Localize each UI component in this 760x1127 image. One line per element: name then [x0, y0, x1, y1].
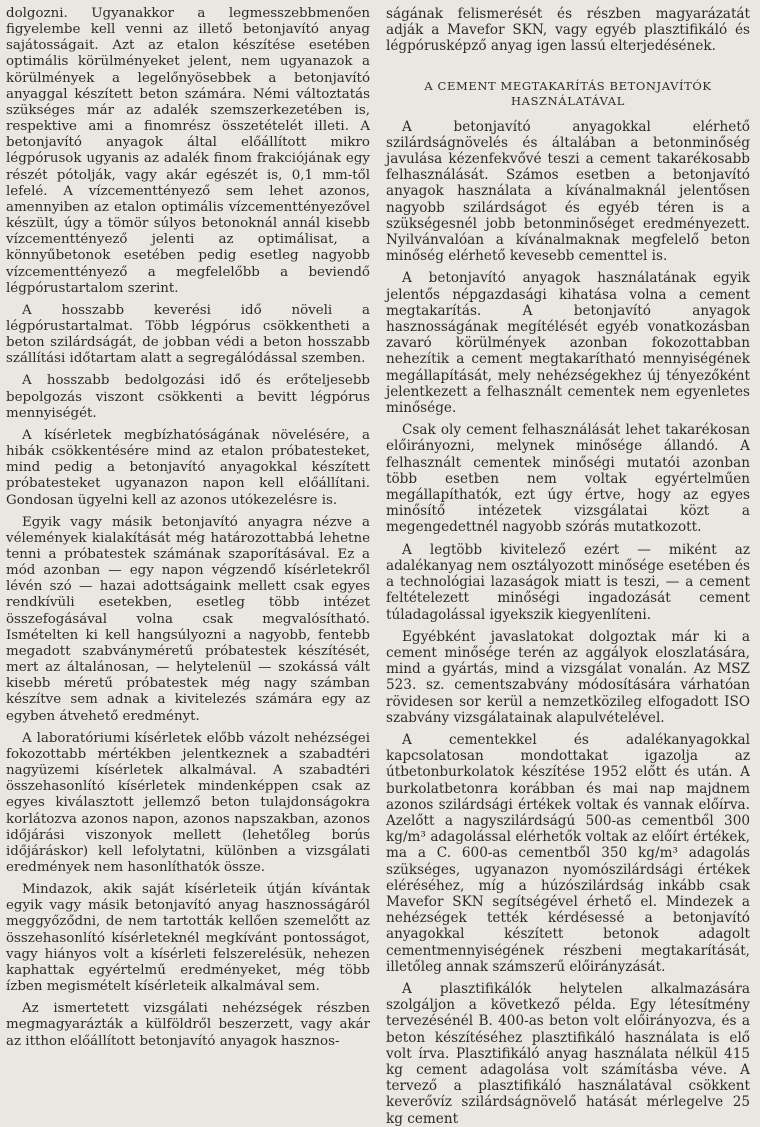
section-heading-line: HASZNÁLATÁVAL	[511, 93, 625, 108]
paragraph: A hosszabb bedolgozási idő és erőteljesebb bepolgozás viszont csökkenti a bevitt légpórus mennyiségét.	[6, 373, 370, 421]
paragraph: Az ismertetett vizsgálati nehézségek részben megmagyarázták a külföldről beszerzett, vagy akár az itthon előállított betonjavító anyagok hasznos-	[6, 1001, 370, 1049]
paragraph: A betonjavító anyagok használatának egyik jelentős népgazdasági kihatása volna a cement megtakarítás. A betonjavító anyagok hasznosságának megítélését egyéb vonatkozásban zavaró körülmények azonban fokozottabban nehezítik a cement megtakarítható mennyiségének megállapítását, mely nehézségekhez új tényezőként jelentkezett a felhasznált cementek nem egyenletes minősége.	[386, 270, 750, 417]
paragraph: A kísérletek megbízhatóságának növelésére, a hibák csökkentésére mind az etalon próbatesteket, mind pedig a betonjavító anyagokkal készített próbatesteket ugyanazon napon kell előállítani. Gondosan ügyelni kell az azonos utókezelésre is.	[6, 427, 370, 508]
section-heading	[386, 79, 750, 109]
paragraph: dolgozni. Ugyanakkor a legmesszebbmenően figyelembe kell venni az illető betonjavító anyag sajátosságait. Azt az etalon készítése esetében optimális körülményeket jelent, nem ugyanazok a körülmények a legelőnyösebbek a betonjavító anyaggal készített beton számára. Némi változtatás szükséges már az adalék szemszerkezetében is, respektive ami a finomrész összetételét illeti. A betonjavító anyagok által előállított mikro légpórusok ugyanis az adalék finom frakciójának egy részét pótolják, vagy akár egészét is, 0,1 mm-től lefelé. A vízcementtényező sem lehet azonos, amennyiben az etalon optimális vízcementtényezővel készült, úgy a tömör súlyos betonoknál annál kisebb vízcementtényező jelenti az optimálisat, a könnyűbetonok esetében pedig esetleg nagyobb vízcementtényező a megfelelőbb a beviendő légpórustartalom szerint.	[6, 6, 370, 296]
paragraph: Egyik vagy másik betonjavító anyagra nézve a vélemények kialakítását még határozottabbá lehetne tenni a próbatestek számának szaporításával. Ez a mód azonban — egy napon végzendő kísérletekről lévén szó — hazai adottságaink mellett csak egyes rendkívüli esetekben, esetleg több intézet összefogásával volna csak megvalósítható. Ismételten ki kell hangsúlyozni a nagyobb, fentebb megadott szabványméretű próbatestek készítését, mert az általánosan, — helytelenül — szokássá vált kisebb méretű próbatestek még nagy számban készítve sem adnak a kivitelezés számára egy az egyben átvehető eredményt.	[6, 514, 370, 724]
paragraph: A plasztifikálók helytelen alkalmazására szolgáljon a következő példa. Egy létesítmény tervezésénél B. 400-as beton volt előirányozva, és a beton készítéséhez plasztifikáló használata is elő volt írva. Plasztifikáló anyag használata nélkül 415 kg cement adagolása volt számításba véve. A tervező a plasztifikáló használatával csökkent keverővíz szilárdságnövelő hatását mérlegelve 25 kg cement	[386, 980, 750, 1127]
paragraph: A cementekkel és adalékanyagokkal kapcsolatosan mondottakat igazolja az útbetonburkolatok készítése 1952 előtt és után. A burkolatbetonra korábban és mai nap majdnem azonos szilárdsági értékek voltak és vannak előírva. Azelőtt a nagyszilárdságú 500-as cementből 300 kg/m³ adagolással elérhetők voltak az előírt értékek, ma a C. 600-as cementből 350 kg/m³ adagolás szükséges, ugyanazon nyomószilárdsági értékek eléréséhez, míg a húzószilárdság inkább csak Mavefor SKN segítségével érhető el. Mindezek a nehézségek tették kérdésessé a betonjavító anyagokkal készített betonok adagolt cementmennyiségének részbeni megtakarítását, illetőleg annak számszerű előirányzását.	[386, 731, 750, 975]
paragraph: ságának felismerését és részben magyarázatát adják a Mavefor SKN, vagy egyéb plasztifikáló és légpórusképző anyag igen lassú elterjedésének.	[386, 6, 750, 55]
paragraph: A legtöbb kivitelező ezért — miként az adalékanyag nem osztályozott minősége esetében és a technológiai lazaságok miatt is teszi, — a cement feltételezett minőségi ingadozását cement túladagolással igyekszik kiegyenlíteni.	[386, 541, 750, 623]
paragraph: Egyébként javaslatokat dolgoztak már ki a cement minősége terén az aggályok eloszlatására, mind a gyártás, mind a vizsgálat vonalán. Az MSZ 523. sz. cementszabvány módosítására várhatóan rövidesen sor kerül a nemzetközileg elfogadott ISO szabvány vizsgálatainak alapulvételével.	[386, 628, 750, 726]
paragraph: A betonjavító anyagokkal elérhető szilárdságnövelés és általában a betonminőség javulása kézenfekvővé teszi a cement takarékosabb felhasználását. Számos esetben a betonjavító anyagok használata a kívánalmaknál jelentősen nagyobb szilárdságot és egyéb téren is a szükségesnél jobb betonminőséget eredményezett. Nyilvánvalóan a kívánalmaknak megfelelő beton minőség elérhető kevesebb cementtel is.	[386, 118, 750, 265]
paragraph: A laboratóriumi kísérletek előbb vázolt nehézségei fokozottabb mértékben jelentkeznek a szabadtéri nagyüzemi kísérletek alkalmával. A szabadtéri összehasonlító kísérletek mindenképpen csak az egyes kiválasztott jellemző beton tulajdonságokra korlátozva azonos napon, azonos napszakban, azonos időjárási viszonyok mellett (lehetőleg borús időjáráskor) kell lefolytatni, különben a vizsgálati eredmények nem hasonlíthatók össze.	[6, 730, 370, 875]
paragraph: Csak oly cement felhasználását lehet takarékosan előirányozni, melynek minősége állandó. A felhasznált cementek minőségi mutatói azonban több esetben nem voltak egyértelműen megállapíthatók, ezt úgy értve, hogy az egyes minősítő intézetek vizsgálatai közt a megengedettnél nagyobb szórás mutatkozott.	[386, 422, 750, 536]
paragraph: A hosszabb keverési idő növeli a légpórustartalmat. Több légpórus csökkentheti a beton szilárdságát, de jobban védi a beton hosszabb szállítási időtartam alatt a segregálódással szemben.	[6, 302, 370, 367]
right-column	[386, 6, 750, 1127]
section-heading-line: A CEMENT MEGTAKARÍTÁS BETONJAVÍTÓK	[424, 78, 712, 93]
paragraph: Mindazok, akik saját kísérleteik útján kívántak egyik vagy másik betonjavító anyag hasznosságáról meggyőződni, de nem tartották kellően szemelőtt az összehasonlító kísérleteknél megkívánt pontosságot, vagy hiányos volt a kísérleti felszerelésük, nehezen kaphattak egyértelmű eredményeket, még több ízben megismételt kísérleteik alkalmával sem.	[6, 882, 370, 995]
left-column	[6, 6, 370, 1054]
